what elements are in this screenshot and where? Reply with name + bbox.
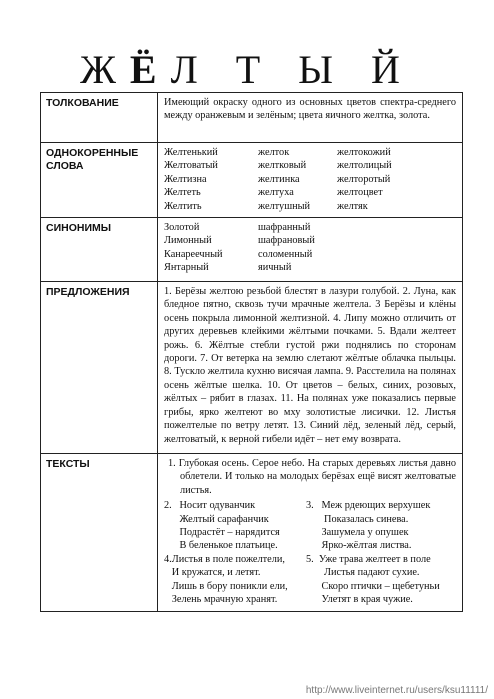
cognates-list [158,143,463,218]
cognate-word: желтинка [258,173,300,185]
title-letter-yo: Ё [129,47,171,92]
label-synonyms: СИНОНИМЫ [41,218,158,282]
cognate-word: желтокожий [337,147,391,158]
watermark-url: http://www.liveinternet.ru/users/ksu11111/ [305,685,488,696]
synonym-word: яичный [258,262,292,274]
row-synonyms [41,218,463,282]
poem-3: 3. Меж рдеющих верхушек Показалась синева. Зашумела у опушек Ярко-жёлтая листва. [306,500,431,552]
synonym-word: Янтарный [164,262,209,274]
text-item-1: 1. Глубокая осень. Серое небо. На старых деревьях листья давно облетели. И только на молодых берёзах ещё висят желтоватые листья. [168,458,456,496]
synonym-word: Золотой [164,222,200,234]
interpretation-text: Имеющий окраску одного из основных цветов спектра-среднего между оранжевым и зелёным; цвета яичного желтка, золота. [158,93,463,143]
sentences-text: 1. Берёзы желтою резьбой блестят в лазури голубой. 2. Луна, как бледное пятно, сквозь тучи мрачные желтела. 3 Берёзы и клёны осень покрыла лимонной желтизной. 4. Липу можно отличить от других деревьев клейкими жёлтыми почками. 5. Вдали желтеет рожь. 6. Жёлтые стебли густой ржи поднялись по сторонам дороги. 7. От ветерка на землю слетают жёлтые облачка пыльцы. 8. Тускло желтила кухню висячая лампа. 9. Расстелила на полянах осень жёлтые шелка. 10. От цветов – белых, синих, розовых, жёлтых – рябит в глазах. 11. На полянах уже показались первые грибы, ярко желтеют во мху золотистые лисички. 12. Листья пожелтелые по ветру летят. 13. Синий лёд, зеленый лёд, серый, желтоватый, к верной гибели идёт – нет ему возврата. [158,282,463,454]
texts-content [158,454,463,611]
cognate-word: Желтенький [164,147,218,158]
synonyms-list [158,218,463,282]
label-interpretation: ТОЛКОВАНИЕ [41,93,158,143]
cognate-word: желтуха [258,187,294,199]
word-card-table [40,92,463,612]
cognate-word: Желтить [164,200,202,212]
synonym-word: Лимонный [164,235,212,247]
synonym-word: шафрановый [258,235,315,247]
title-letter: Ж [80,47,130,92]
synonym-word: соломенный [258,248,313,260]
row-cognates [41,143,463,218]
cognate-word: Желтизна [164,173,207,185]
poem-2: 2. Носит одуванчик Желтый сарафанчик Подрастёт – нарядится В беленькое платьице. [164,500,280,552]
cognate-word: желтушный [258,200,311,212]
cognate-word: желторотый [337,173,391,185]
label-texts: ТЕКСТЫ [41,454,158,611]
cognate-word: желтяк [337,200,368,212]
label-sentences: ПРЕДЛОЖЕНИЯ [41,282,158,454]
poem-4: 4.Листья в поле пожелтели, И кружатся, и летят. Лишь в бору поникли ели, Зелень мрачную хранят. [164,553,288,606]
synonym-word: Канареечный [164,248,223,260]
cognate-word: желтоцвет [337,187,383,199]
poem-5: 5. Уже трава желтеет в поле Листья падают сухие. Скоро птички – щебетуньи Улетят в края чужие. [306,553,440,606]
label-cognates: ОДНОКОРЕННЫЕ СЛОВА [41,143,158,218]
page-title [0,48,494,92]
cognate-word: желтолицый [337,160,392,172]
title-rest: Л Т Ы Й [170,47,414,92]
row-texts [41,454,463,611]
row-sentences [41,282,463,454]
synonym-word: шафранный [258,222,311,234]
row-interpretation [41,93,463,143]
cognate-word: Желтоватый [164,160,218,172]
cognate-word: Желтеть [164,187,201,199]
cognate-word: желтковый [258,160,307,172]
cognate-word: желток [258,147,290,158]
